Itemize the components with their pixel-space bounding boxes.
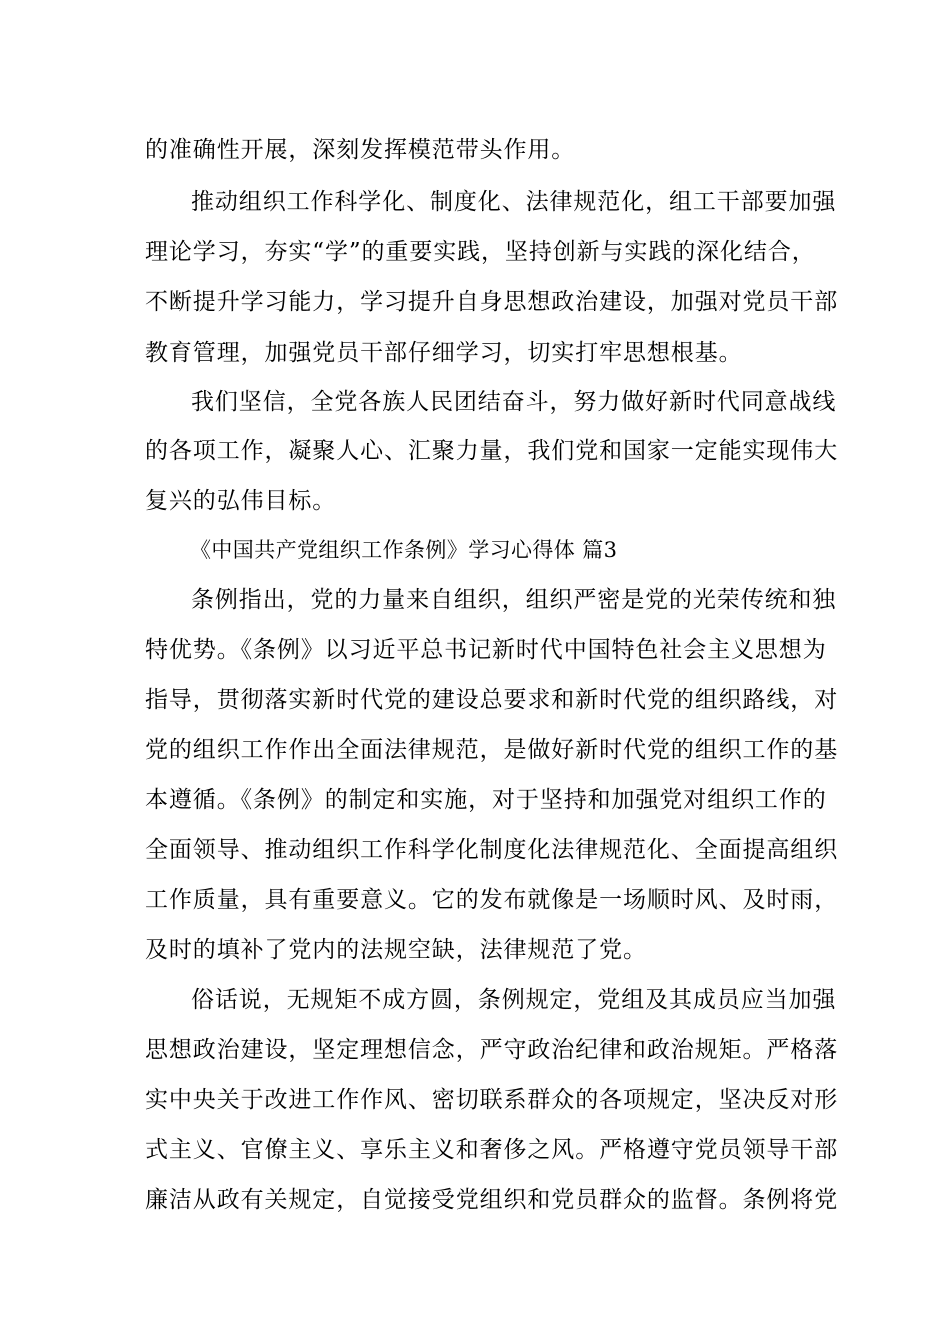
paragraph-2-line-2: 的各项工作，凝聚人心、汇聚力量，我们党和国家一定能实现伟大 bbox=[145, 438, 839, 464]
paragraph-1-line-2: 理论学习，夯实“学”的重要实践，坚持创新与实践的深化结合， bbox=[145, 239, 816, 265]
paragraph-1-line-4: 教育管理，加强党员干部仔细学习，切实打牢思想根基。 bbox=[145, 340, 743, 366]
paragraph-4-line-5: 廉洁从政有关规定，自觉接受党组织和党员群众的监督。条例将党 bbox=[145, 1187, 839, 1213]
paragraph-1-line-3: 不断提升学习能力，学习提升自身思想政治建设，加强对党员干部 bbox=[145, 289, 839, 315]
paragraph-3-line-6: 全面领导、推动组织工作科学化制度化法律规范化、全面提高组织 bbox=[145, 837, 839, 863]
paragraph-4-line-1: 俗话说，无规矩不成方圆，条例规定，党组及其成员应当加强 bbox=[191, 987, 837, 1013]
paragraph-2-line-1: 我们坚信，全党各族人民团结奋斗，努力做好新时代同意战线 bbox=[191, 389, 837, 415]
paragraph-3-line-8: 及时的填补了党内的法规空缺，法律规范了党。 bbox=[145, 937, 647, 963]
paragraph-3-line-4: 党的组织工作作出全面法律规范，是做好新时代党的组织工作的基 bbox=[145, 737, 839, 763]
section-heading: 《中国共产党组织工作条例》学习心得体 篇3 bbox=[190, 538, 618, 562]
paragraph-2-line-3: 复兴的弘伟目标。 bbox=[145, 488, 337, 514]
paragraph-3-line-2: 特优势。《条例》以习近平总书记新时代中国特色社会主义思想为 bbox=[145, 637, 827, 663]
paragraph-1-line-1: 推动组织工作科学化、制度化、法律规范化，组工干部要加强 bbox=[191, 189, 837, 215]
paragraph-3-line-3: 指导，贯彻落实新时代党的建设总要求和新时代党的组织路线，对 bbox=[145, 687, 839, 713]
paragraph-4-line-4: 式主义、官僚主义、享乐主义和奢侈之风。严格遵守党员领导干部 bbox=[145, 1137, 839, 1163]
paragraph-3-line-7: 工作质量，具有重要意义。它的发布就像是一场顺时风、及时雨， bbox=[145, 887, 839, 913]
paragraph-3-line-5: 本遵循。《条例》的制定和实施，对于坚持和加强党对组织工作的 bbox=[145, 787, 827, 813]
paragraph-4-line-2: 思想政治建设，坚定理想信念，严守政治纪律和政治规矩。严格落 bbox=[145, 1037, 839, 1063]
paragraph-4-line-3: 实中央关于改进工作作风、密切联系群众的各项规定，坚决反对形 bbox=[145, 1087, 839, 1113]
text-line-1: 的准确性开展，深刻发挥模范带头作用。 bbox=[145, 137, 576, 163]
paragraph-3-line-1: 条例指出，党的力量来自组织，组织严密是党的光荣传统和独 bbox=[191, 587, 837, 613]
